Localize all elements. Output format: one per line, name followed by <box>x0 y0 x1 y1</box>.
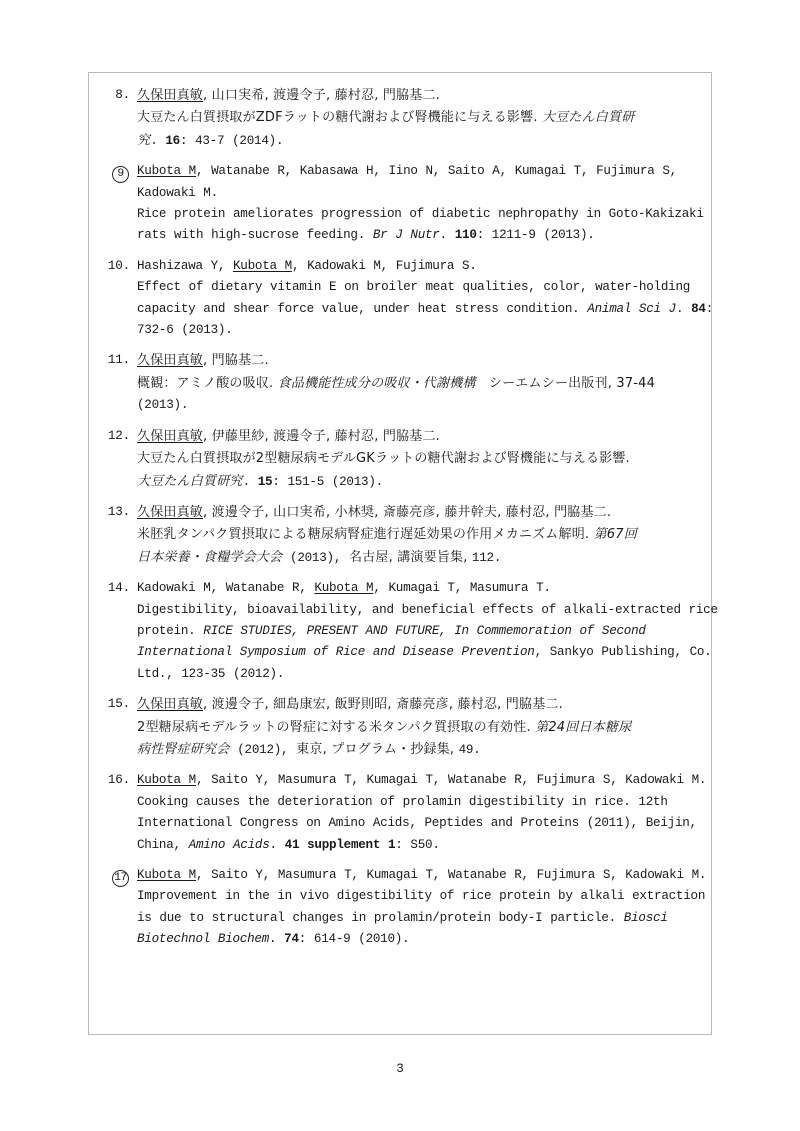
reference-segment: (2013), <box>282 550 349 565</box>
reference-segment: China, <box>137 837 189 852</box>
author-highlight: Kubota M <box>137 773 196 788</box>
journal-title: Biotechnol Biochem <box>137 932 270 947</box>
reference-segment: . <box>675 301 692 316</box>
reference-line <box>137 813 699 834</box>
volume-number: 41 supplement 1 <box>284 837 396 852</box>
reference-segment: , 山口実希, 渡邊令子, 藤村忍, 門脇基二. <box>203 88 441 103</box>
reference-line <box>137 792 699 813</box>
reference-line <box>137 426 699 448</box>
reference-segment: 49. <box>458 742 481 757</box>
author-highlight: Kubota M <box>137 164 196 179</box>
page-number: 3 <box>396 1062 404 1076</box>
reference-line <box>137 908 699 929</box>
reference-marker: 16. <box>107 773 130 788</box>
journal-title: Br J Nutr <box>372 228 440 243</box>
reference-item <box>103 350 699 416</box>
author-highlight: Kubota M <box>233 258 292 273</box>
reference-line <box>137 299 714 320</box>
volume-number: 74 <box>284 932 299 947</box>
journal-title: International Symposium of Rice and Disease Prevention <box>137 645 535 660</box>
reference-item <box>103 256 714 342</box>
reference-text <box>137 578 718 685</box>
reference-segment: capacity and shear force value, under heat stress condition. <box>137 301 588 316</box>
reference-segment: , Kumagai T, Masumura T. <box>373 581 551 596</box>
reference-segment: , 伊藤里紗, 渡邊令子, 藤村忍, 門脇基二. <box>203 428 441 444</box>
volume-number: 84 <box>691 301 706 316</box>
reference-segment: , Kadowaki M, Fujimura S. <box>291 258 477 273</box>
reference-segment: 東京, プログラム・抄録集, <box>296 741 459 757</box>
author-highlight: 久保田真敏 <box>137 353 204 369</box>
document-page <box>88 72 718 1035</box>
reference-item <box>103 161 704 247</box>
reference-line <box>137 183 699 204</box>
reference-segment: rats with high-sucrose feeding. <box>137 228 373 243</box>
reference-marker: 13. <box>107 504 130 519</box>
reference-segment: 概観：アミノ酸の吸収. <box>137 375 278 391</box>
reference-line <box>137 835 699 856</box>
author-highlight: 久保田真敏 <box>137 88 204 103</box>
reference-segment: 大豆たん白質摂取がZDFラットの糖代謝および腎機能に与える影響. <box>137 110 542 126</box>
reference-line <box>137 320 699 341</box>
reference-item <box>103 502 699 569</box>
journal-title: RICE STUDIES, PRESENT AND FUTURE, In Commemoration of Second <box>203 623 646 638</box>
journal-title: 究 <box>137 132 151 148</box>
reference-segment: Ltd., 123-35 (2012). <box>137 666 285 681</box>
reference-segment: . <box>269 837 285 852</box>
reference-text <box>137 426 699 493</box>
reference-segment: : 151-5 (2013). <box>272 474 383 489</box>
reference-line <box>137 502 699 524</box>
reference-line <box>137 770 707 791</box>
reference-segment: 112. <box>471 550 502 565</box>
reference-list <box>103 85 718 960</box>
reference-segment: . <box>150 133 166 148</box>
circled-number: 9 <box>112 166 129 183</box>
reference-line <box>137 929 699 950</box>
reference-text <box>137 694 699 761</box>
reference-line <box>137 739 699 761</box>
author-highlight: Kubota M <box>137 868 196 882</box>
journal-title: Amino Acids <box>188 837 270 852</box>
reference-text <box>137 502 699 569</box>
reference-line <box>137 621 699 642</box>
reference-marker <box>103 865 137 887</box>
reference-line <box>137 395 699 416</box>
circled-number: 17 <box>112 870 129 887</box>
reference-segment: 2型糖尿病モデルラットの腎症に対する米タンパク質摂取の有効性. <box>137 719 536 735</box>
reference-segment: シーエムシー出版刊, 37-44 <box>475 375 656 391</box>
journal-title: 日本栄養・食糧学会大会 <box>137 549 283 565</box>
reference-segment: , Saito Y, Masumura T, Kumagai T, Watanabe R, Fujimura S, Kadowaki M. <box>195 868 707 882</box>
reference-item <box>103 865 707 951</box>
reference-segment: : 43-7 (2014). <box>179 133 284 148</box>
reference-marker: 12. <box>107 428 130 443</box>
reference-line <box>137 547 699 569</box>
journal-title: Animal Sci J <box>587 301 676 316</box>
reference-segment: Hashizawa Y, <box>137 258 233 273</box>
journal-title: 第67回 <box>593 527 637 543</box>
reference-line <box>137 256 699 277</box>
reference-segment: , Saito Y, Masumura T, Kumagai T, Watanabe R, Fujimura S, Kadowaki M. <box>195 773 707 788</box>
reference-segment: , Sankyo Publishing, Co. <box>534 645 712 660</box>
reference-text <box>137 85 699 152</box>
author-highlight: 久保田真敏 <box>137 697 204 713</box>
reference-segment: , 門脇基二. <box>203 353 269 369</box>
reference-segment: Kadowaki M. <box>137 185 218 200</box>
reference-line <box>137 277 699 298</box>
reference-segment: , 渡邊令子, 細島康宏, 飯野則昭, 斎藤亮彦, 藤村忍, 門脇基二. <box>203 697 563 713</box>
reference-item <box>103 578 718 685</box>
journal-title: 食品機能性成分の吸収・代謝機構 <box>277 375 476 391</box>
reference-marker: 14. <box>107 581 130 596</box>
reference-item <box>103 770 707 856</box>
reference-segment: . <box>269 932 285 947</box>
reference-marker <box>103 161 137 183</box>
reference-line <box>137 448 699 470</box>
reference-segment: (2012), <box>229 742 297 757</box>
reference-segment: (2013). <box>137 398 189 413</box>
reference-line <box>137 642 712 663</box>
reference-segment: : 1211-9 (2013). <box>476 228 595 243</box>
reference-line <box>137 664 699 685</box>
journal-title: 大豆たん白質研 <box>542 110 635 126</box>
reference-line <box>137 130 699 152</box>
reference-line <box>137 578 699 599</box>
reference-item <box>103 426 699 493</box>
reference-line <box>137 600 718 621</box>
reference-marker: 11. <box>107 353 130 368</box>
reference-segment: Rice protein ameliorates progression of diabetic nephropathy in Goto-Kakizaki <box>137 207 704 222</box>
reference-line <box>137 161 699 182</box>
reference-marker: 8. <box>115 88 130 102</box>
reference-line <box>137 471 699 493</box>
reference-line <box>137 717 699 739</box>
reference-text <box>137 256 714 342</box>
journal-title: 大豆たん白質研究 <box>137 473 243 489</box>
reference-marker: 10. <box>107 258 130 273</box>
reference-segment: : 614-9 (2010). <box>298 932 410 947</box>
reference-line <box>137 886 706 907</box>
reference-segment: : S50. <box>395 837 440 852</box>
reference-segment: International Congress on Amino Acids, Peptides and Proteins (2011), Beijin, <box>137 816 697 831</box>
reference-line <box>137 373 699 395</box>
reference-segment: protein. <box>137 623 204 638</box>
reference-segment: is due to structural changes in prolamin/protein body-I particle. <box>137 910 624 925</box>
reference-segment: 名古屋, 講演要旨集, <box>348 549 472 565</box>
reference-segment: 米胚乳タンパク質摂取による糖尿病腎症進行遅延効果の作用メカニズム解明. <box>137 527 594 543</box>
journal-title: Biosci <box>623 910 668 925</box>
reference-line <box>137 865 707 886</box>
reference-line <box>137 524 699 546</box>
reference-segment: Effect of dietary vitamin E on broiler meat qualities, color, water-holding <box>137 280 691 295</box>
reference-line <box>137 225 699 246</box>
volume-number: 110 <box>454 228 477 243</box>
journal-title: 病性腎症研究会 <box>137 741 230 757</box>
reference-segment: Digestibility, bioavailability, and beneficial effects of alkali-extracted rice <box>137 602 718 617</box>
reference-segment: Kadowaki M, Watanabe R, <box>137 581 315 596</box>
reference-line <box>137 694 699 716</box>
reference-item <box>103 85 699 152</box>
reference-line <box>137 85 699 107</box>
reference-segment: , 渡邊令子, 山口実希, 小林奨, 斎藤亮彦, 藤井幹夫, 藤村忍, 門脇基二. <box>203 504 612 520</box>
reference-text <box>137 865 707 951</box>
reference-text <box>137 770 707 856</box>
reference-item <box>103 694 699 761</box>
reference-segment: 大豆たん白質摂取が2型糖尿病モデルGKラットの糖代謝および腎機能に与える影響. <box>137 451 630 467</box>
reference-line <box>137 204 704 225</box>
reference-line <box>137 350 699 372</box>
reference-segment: , Watanabe R, Kabasawa H, Iino N, Saito A, Kumagai T, Fujimura S, <box>195 164 677 179</box>
author-highlight: 久保田真敏 <box>137 504 204 520</box>
reference-segment: . <box>439 228 455 243</box>
reference-segment: 732-6 (2013). <box>137 323 233 338</box>
reference-line <box>137 107 699 129</box>
reference-segment: . <box>242 474 258 489</box>
reference-segment: : <box>705 301 714 316</box>
journal-title: 第24回日本糖尿 <box>535 719 632 735</box>
reference-text <box>137 350 699 416</box>
reference-text <box>137 161 704 247</box>
reference-segment: Cooking causes the deterioration of prolamin digestibility in rice. 12th <box>137 794 668 809</box>
author-highlight: Kubota M <box>314 581 374 596</box>
author-highlight: 久保田真敏 <box>137 428 204 444</box>
reference-segment: Improvement in the in vivo digestibility of rice protein by alkali extraction <box>137 889 706 904</box>
volume-number: 16 <box>165 133 180 148</box>
volume-number: 15 <box>257 474 273 489</box>
reference-marker: 15. <box>107 697 130 712</box>
